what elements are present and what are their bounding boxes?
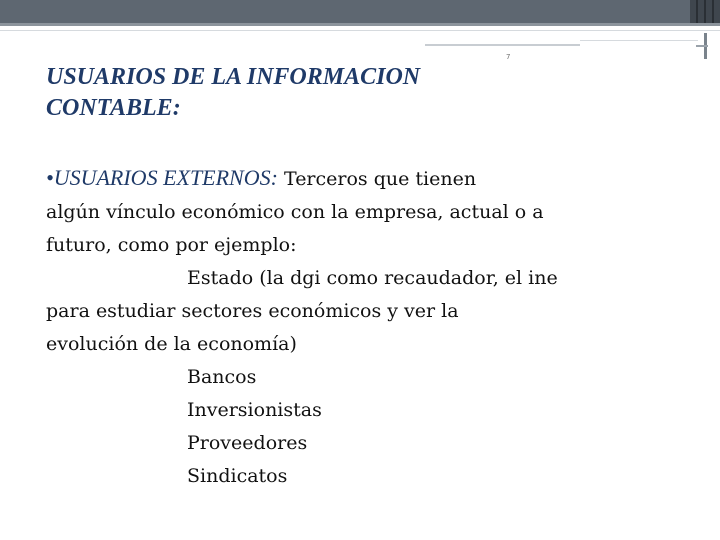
decorative-bracket bbox=[696, 45, 708, 47]
header-bar bbox=[0, 0, 720, 23]
title-line: CONTABLE: bbox=[46, 95, 181, 121]
page-number: 7 bbox=[506, 53, 511, 61]
body-line: algún vínculo económico con la empresa, actual o a bbox=[46, 201, 544, 223]
header-corner-block bbox=[690, 0, 720, 23]
body-text: Terceros que tienen bbox=[277, 168, 477, 190]
list-item: Inversionistas bbox=[187, 399, 322, 421]
slide-title bbox=[46, 62, 420, 124]
decorative-line bbox=[425, 44, 580, 46]
list-item: Sindicatos bbox=[187, 465, 288, 487]
body-line: futuro, como por ejemplo: bbox=[46, 234, 297, 256]
body-line: Estado (la dgi como recaudador, el ine bbox=[187, 267, 558, 289]
decorative-line bbox=[0, 30, 720, 31]
title-line: USUARIOS DE LA INFORMACION bbox=[46, 64, 421, 90]
bullet-label: •USUARIOS EXTERNOS: bbox=[46, 165, 278, 190]
body-line: para estudiar sectores económicos y ver la bbox=[46, 300, 459, 322]
list-item: Proveedores bbox=[187, 432, 308, 454]
header-underline bbox=[0, 23, 720, 26]
list-item: Bancos bbox=[187, 366, 257, 388]
body-line: evolución de la economía) bbox=[46, 333, 297, 355]
decorative-line bbox=[580, 40, 698, 41]
body-line bbox=[46, 161, 696, 196]
slide-body bbox=[46, 161, 696, 493]
